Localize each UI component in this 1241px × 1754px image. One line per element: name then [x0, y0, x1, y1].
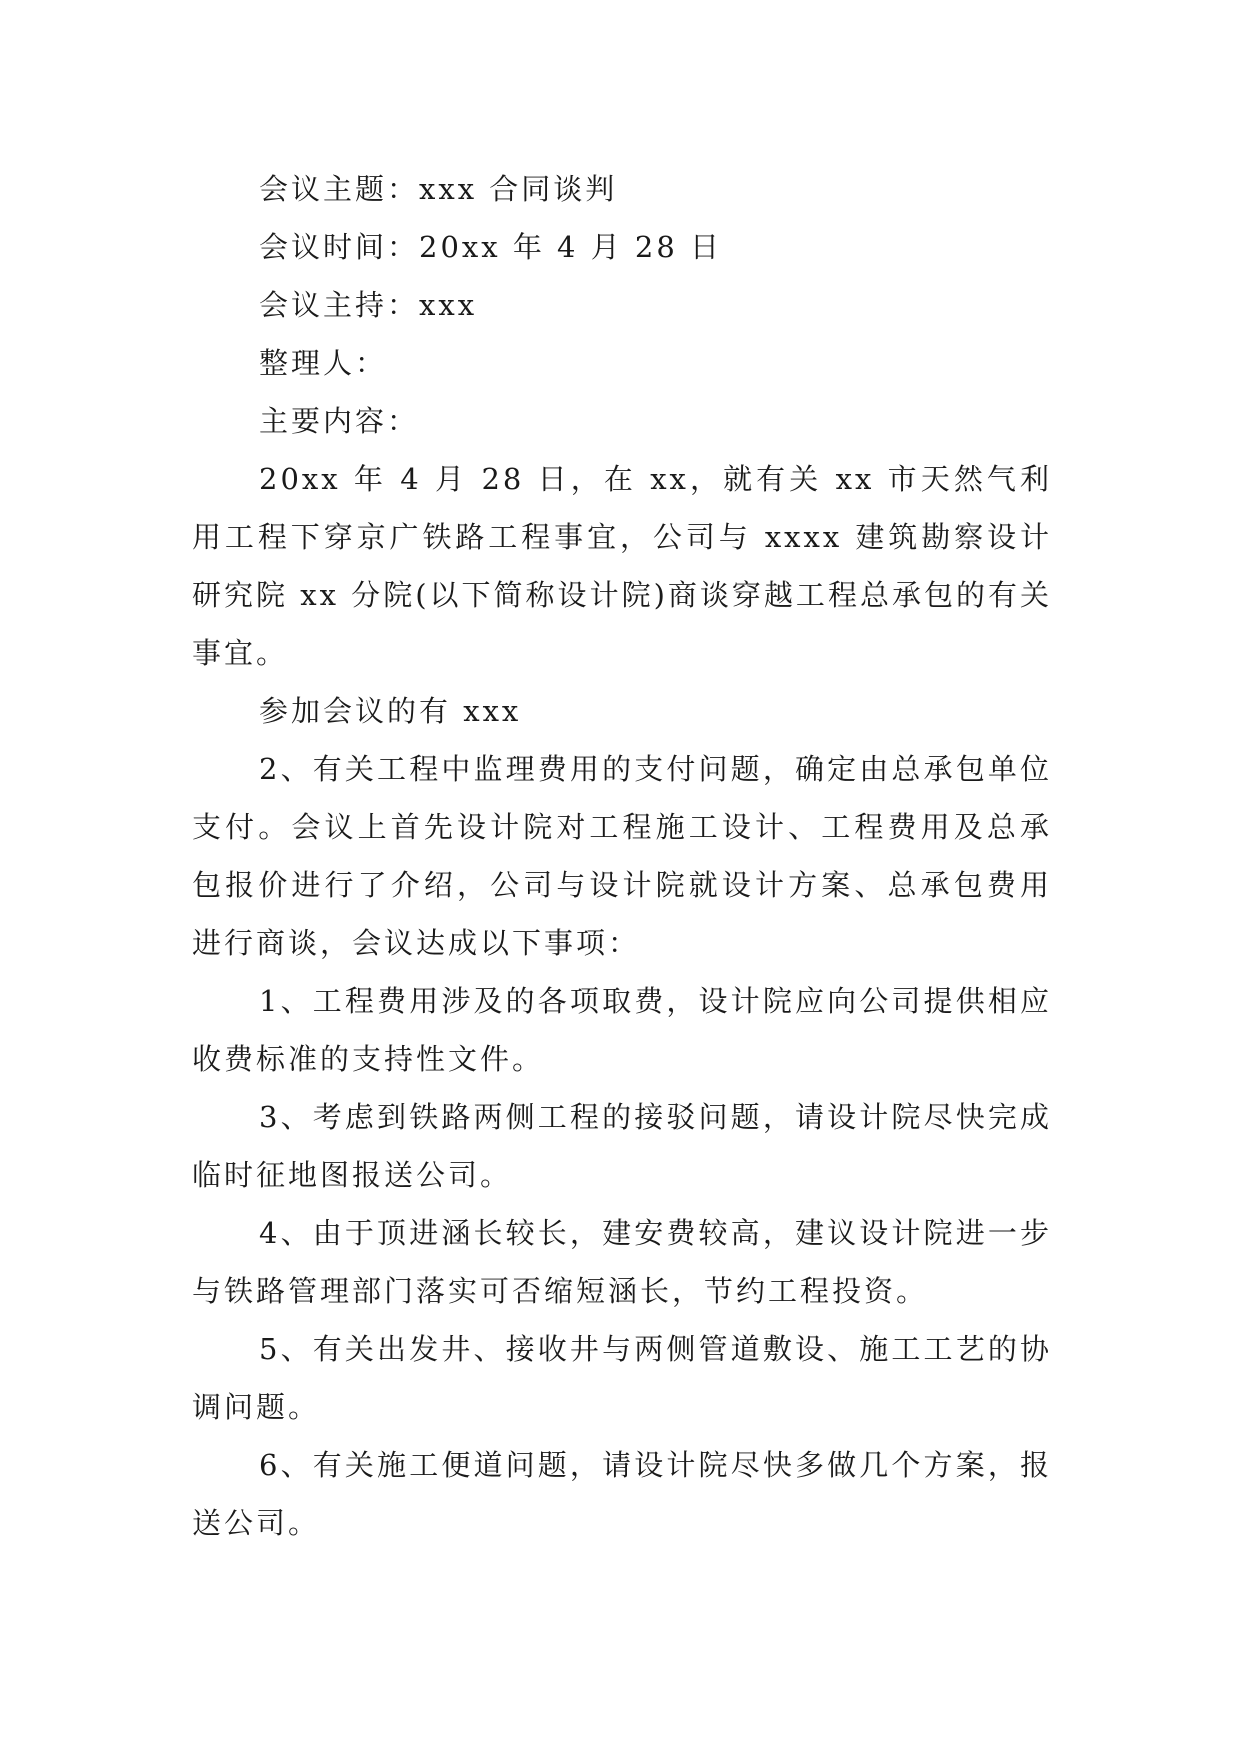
meeting-host: 会议主持：xxx [259, 288, 478, 322]
item-6-paragraph: 6、有关施工便道问题，请设计院尽快多做几个方案，报送公司。 [192, 1448, 1052, 1540]
recorder: 整理人： [259, 346, 388, 380]
document-body [192, 160, 1052, 1552]
item-2-paragraph: 2、有关工程中监理费用的支付问题，确定由总承包单位支付。会议上首先设计院对工程施工设计、工程费用及总承包报价进行了介绍，公司与设计院就设计方案、总承包费用进行商谈，会议达成以下事项： [192, 752, 1052, 960]
intro-paragraph: 20xx 年 4 月 28 日，在 xx，就有关 xx 市天然气利用工程下穿京广铁路工程事宜，公司与 xxxx 建筑勘察设计研究院 xx 分院(以下简称设计院)商谈穿越工程总承包的有关事宜。 [192, 462, 1052, 670]
meeting-topic: 会议主题：xxx 合同谈判 [259, 172, 618, 206]
meeting-time: 会议时间：20xx 年 4 月 28 日 [259, 230, 723, 264]
attendees-paragraph: 参加会议的有 xxx [259, 694, 522, 728]
main-content-heading: 主要内容： [259, 404, 420, 438]
item-1-paragraph: 1、工程费用涉及的各项取费，设计院应向公司提供相应收费标准的支持性文件。 [192, 984, 1052, 1076]
item-5-paragraph: 5、有关出发井、接收井与两侧管道敷设、施工工艺的协调问题。 [192, 1332, 1052, 1424]
item-4-paragraph: 4、由于顶进涵长较长，建安费较高，建议设计院进一步与铁路管理部门落实可否缩短涵长，节约工程投资。 [192, 1216, 1052, 1308]
item-3-paragraph: 3、考虑到铁路两侧工程的接驳问题，请设计院尽快完成临时征地图报送公司。 [192, 1100, 1052, 1192]
